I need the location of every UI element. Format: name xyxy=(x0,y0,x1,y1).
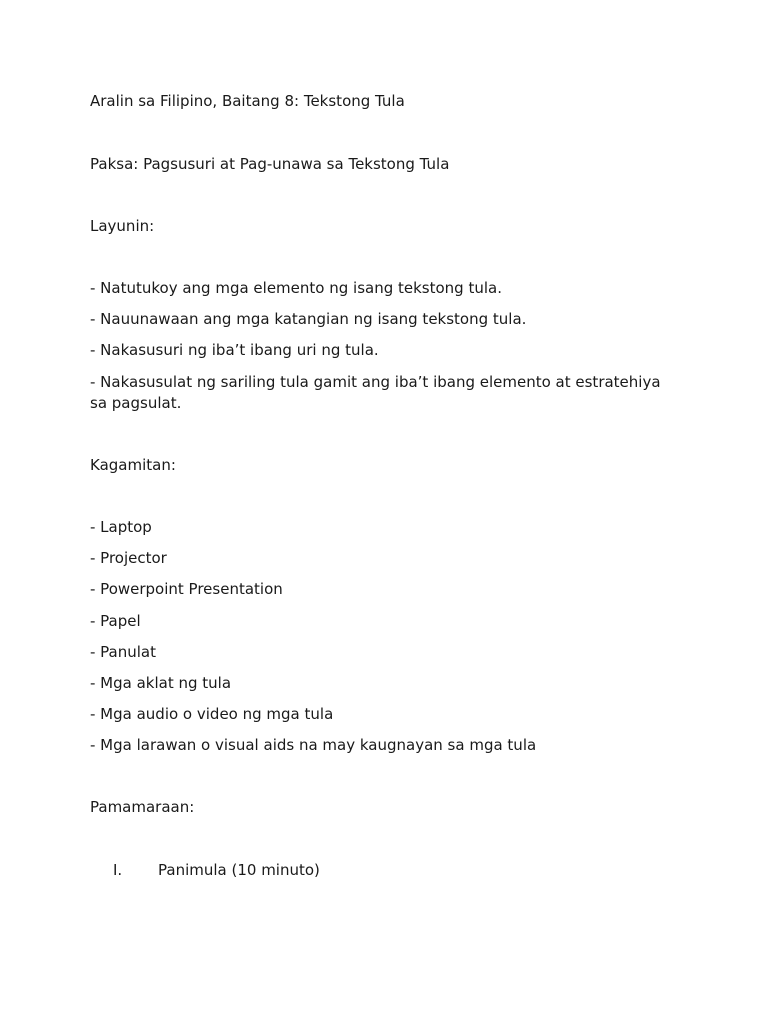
material-item: - Powerpoint Presentation xyxy=(90,580,283,598)
lesson-topic: Paksa: Pagsusuri at Pag-unawa sa Tekstong Tula xyxy=(90,155,450,173)
material-item: - Mga audio o video ng mga tula xyxy=(90,705,334,723)
materials-heading: Kagamitan: xyxy=(90,456,176,474)
material-item: - Projector xyxy=(90,549,167,567)
procedure-item-number: I. xyxy=(113,861,123,879)
material-item: - Panulat xyxy=(90,643,156,661)
procedure-heading: Pamamaraan: xyxy=(90,798,195,816)
procedure-item-text: Panimula (10 minuto) xyxy=(158,861,320,879)
material-item: - Laptop xyxy=(90,518,152,536)
material-item: - Papel xyxy=(90,612,141,630)
objective-item: - Nakasusuri ng iba’t ibang uri ng tula. xyxy=(90,341,379,359)
objective-item: - Natutukoy ang mga elemento ng isang tekstong tula. xyxy=(90,279,502,297)
objectives-heading: Layunin: xyxy=(90,217,155,235)
lesson-title: Aralin sa Filipino, Baitang 8: Tekstong Tula xyxy=(90,92,405,110)
objective-item: - Nauunawaan ang mga katangian ng isang tekstong tula. xyxy=(90,310,527,328)
material-item: - Mga aklat ng tula xyxy=(90,674,232,692)
objective-item: - Nakasusulat ng sariling tula gamit ang iba’t ibang elemento at estratehiya sa pagsulat. xyxy=(90,373,661,412)
material-item: - Mga larawan o visual aids na may kaugnayan sa mga tula xyxy=(90,736,537,754)
